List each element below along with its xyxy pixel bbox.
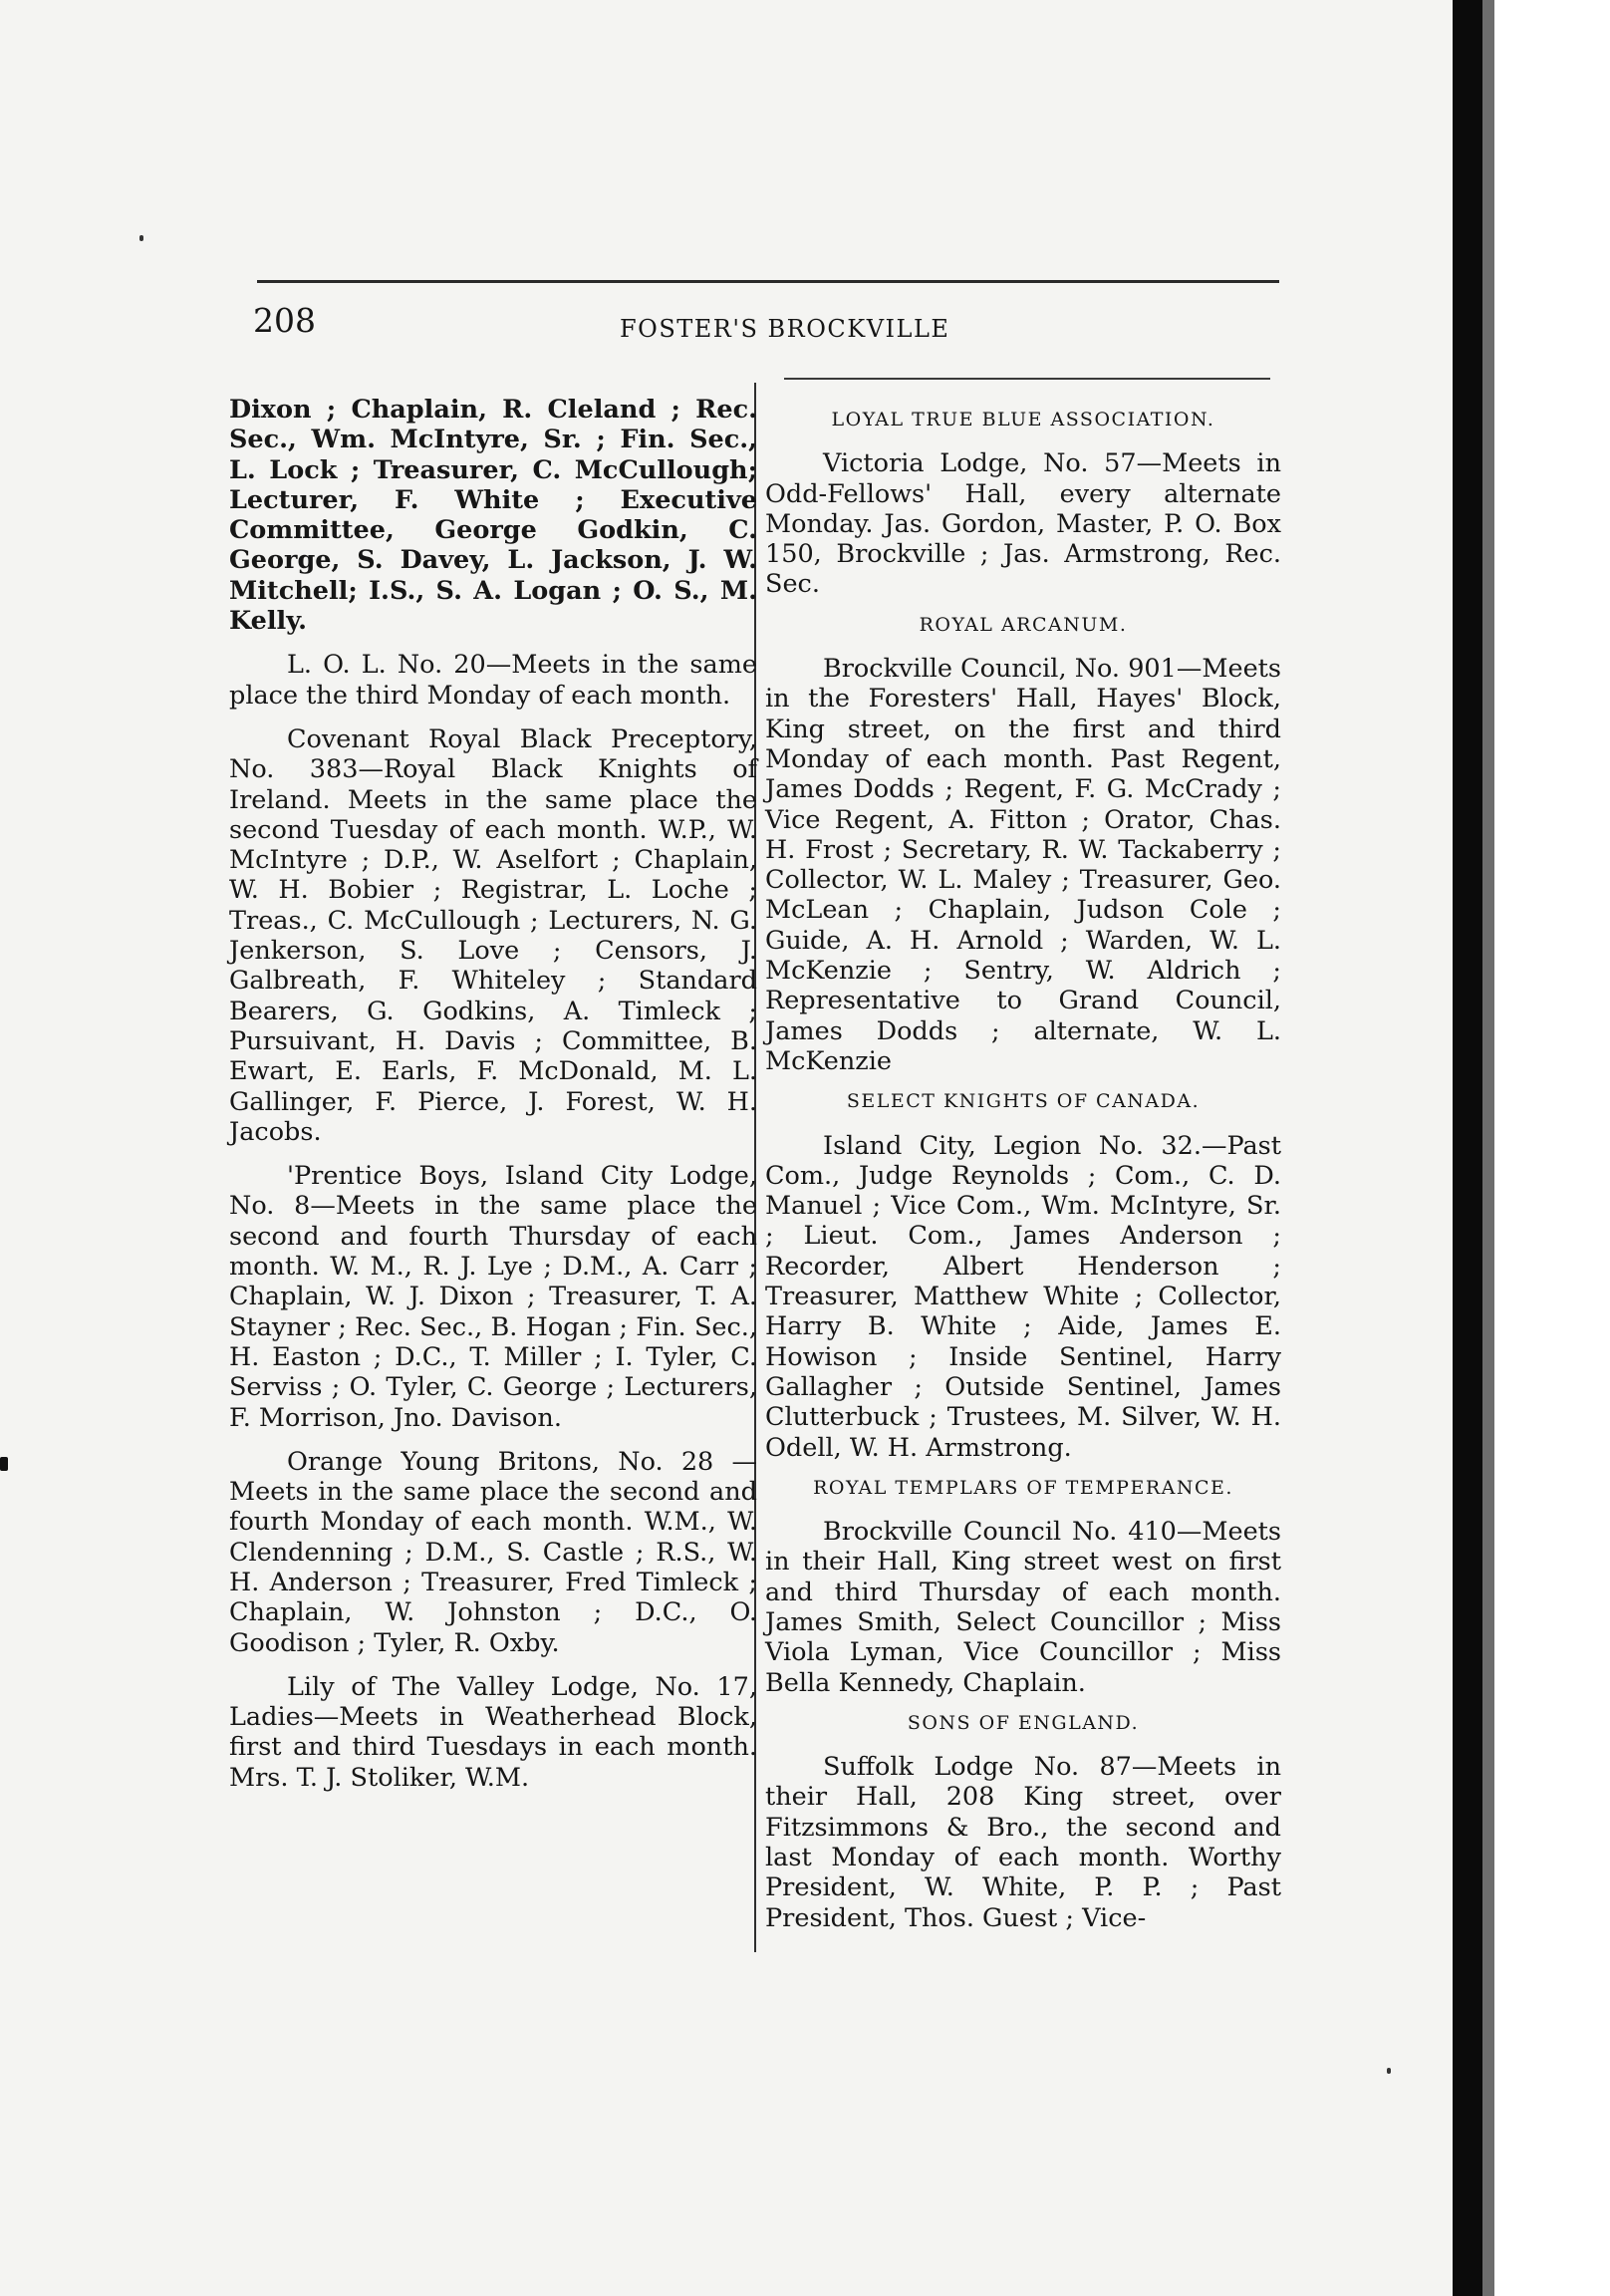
paragraph-covenant-royal-black-preceptory: Covenant Royal Black Preceptory, No. 383—Royal Black Knights of Ireland. Meets in the same place the second Tuesday of each month. W.P., W. McIntyre ; D.P., W. Aselfort ; Chaplain, W. H. Bobier ; Registrar, L. Loche ; Treas., C. McCullough ; Lecturers, N. G. Jenkerson, S. Love ; Censors, J. Galbreath, F. Whiteley ; Standard Bearers, G. Godkins, A. Timleck ; Pursuivant, H. Davis ; Committee, B. Ewart, E. Earls, F. McDonald, M. L. Gallinger, F. Pierce, J. Forest, W. H. Jacobs.	[229, 723, 757, 1147]
paragraph-suffolk-lodge: Suffolk Lodge No. 87—Meets in their Hall, 208 King street, over Fitzsimmons & Bro., the second and last Monday of each month. Worthy President, W. White, P. P. ; Past President, Thos. Guest ; Vice-	[765, 1752, 1281, 1933]
paragraph-brockville-council-901: Brockville Council, No. 901—Meets in the Foresters' Hall, Hayes' Block, King street, on the first and third Monday of each month. Past Regent, James Dodds ; Regent, F. G. McCrady ; Vice Regent, A. Fitton ; Orator, Chas. H. Frost ; Secretary, R. W. Tackaberry ; Collector, W. L. Maley ; Treasurer, Geo. McLean ; Chaplain, Judson Cole ; Guide, A. H. Arnold ; Warden, W. L. McKenzie ; Sentry, W. Aldrich ; Representative to Grand Council, James Dodds ; alternate, W. L. McKenzie	[765, 654, 1281, 1076]
paragraph-lodge-officers-continued: Dixon ; Chaplain, R. Cleland ; Rec. Sec., Wm. McIntyre, Sr. ; Fin. Sec., L. Lock ; Treasurer, C. McCullough; Lecturer, F. White ; Executive Committee, George Godkin, C. George, S. Davey, L. Jackson, J. W. Mitchell; I.S., S. A. Logan ; O. S., M. Kelly.	[229, 395, 757, 637]
section-heading: ROYAL TEMPLARS OF TEMPERANCE.	[813, 1476, 1233, 1499]
paragraph-lol-20: L. O. L. No. 20—Meets in the same place the third Monday of each month.	[229, 650, 757, 711]
paragraph-brockville-council-410: Brockville Council No. 410—Meets in their Hall, King street west on first and third Thursday of each month. James Smith, Select Councillor ; Miss Viola Lyman, Vice Councillor ; Miss Bella Kennedy, Chaplain.	[765, 1517, 1281, 1698]
scan-edge-gray-bar	[1482, 0, 1494, 2296]
section-heading: ROYAL ARCANUM.	[919, 613, 1128, 636]
section-heading: LOYAL TRUE BLUE ASSOCIATION.	[831, 409, 1215, 430]
header-rule	[257, 280, 1279, 283]
section-heading: SELECT KNIGHTS OF CANADA.	[846, 1090, 1201, 1113]
scan-edge-mark	[0, 1457, 8, 1471]
paragraph-orange-young-britons: Orange Young Britons, No. 28 —Meets in the same place the second and fourth Monday of each month. W.M., W. Clendenning ; D.M., S. Castle ; R.S., W. H. Anderson ; Treasurer, Fred Timleck ; Chaplain, W. Johnston ; D.C., O. Goodison ; Tyler, R. Oxby.	[229, 1446, 757, 1658]
paragraph-victoria-lodge: Victoria Lodge, No. 57—Meets in Odd-Fellows' Hall, every alternate Monday. Jas. Gordon, Master, P. O. Box 150, Brockville ; Jas. Armstrong, Rec. Sec.	[765, 448, 1281, 600]
section-heading: SONS OF ENGLAND.	[907, 1711, 1140, 1734]
paragraph-lily-of-the-valley: Lily of The Valley Lodge, No. 17, Ladies—Meets in Weatherhead Block, first and third Tuesdays in each month. Mrs. T. J. Stoliker, W.M.	[229, 1671, 757, 1793]
left-column	[229, 395, 757, 1793]
right-column	[765, 395, 1281, 1933]
page-number: 208	[253, 301, 316, 340]
scan-speck	[1387, 2068, 1391, 2074]
scan-edge-dark-bar	[1453, 0, 1482, 2296]
column-top-rule	[784, 378, 1270, 380]
paragraph-island-city-legion: Island City, Legion No. 32.—Past Com., Judge Reynolds ; Com., C. D. Manuel ; Vice Com., Wm. McIntyre, Sr. ; Lieut. Com., James Anderson ; Recorder, Albert Henderson ; Treasurer, Matthew White ; Collector, Harry B. White ; Aide, James E. Howison ; Inside Sentinel, Harry Gallagher ; Outside Sentinel, James Clutterbuck ; Trustees, M. Silver, W. H. Odell, W. H. Armstrong.	[765, 1130, 1281, 1463]
scan-speck	[139, 235, 143, 241]
running-title: FOSTER'S BROCKVILLE	[620, 315, 950, 343]
paragraph-prentice-boys: 'Prentice Boys, Island City Lodge, No. 8—Meets in the same place the second and fourth Thursday of each month. W. M., R. J. Lye ; D.M., A. Carr ; Chaplain, W. J. Dixon ; Treasurer, T. A. Stayner ; Rec. Sec., B. Hogan ; Fin. Sec., H. Easton ; D.C., T. Miller ; I. Tyler, C. Serviss ; O. Tyler, C. George ; Lecturers, F. Morrison, Jno. Davison.	[229, 1161, 757, 1433]
